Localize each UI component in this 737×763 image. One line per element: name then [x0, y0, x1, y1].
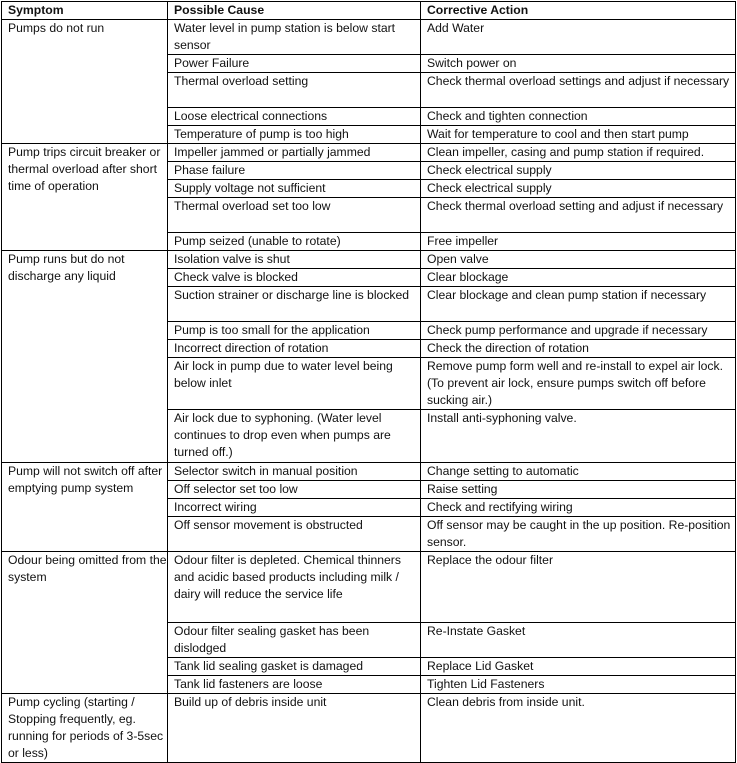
symptom-cell: Pump trips circuit breaker or thermal overload after short time of operation	[2, 144, 168, 251]
action-column-header: Corrective Action	[421, 2, 736, 20]
action-cell: Replace Lid Gasket	[421, 658, 736, 676]
symptom-column-header: Symptom	[2, 2, 168, 20]
table-row	[2, 20, 736, 55]
cause-column-header: Possible Cause	[168, 2, 421, 20]
action-cell: Replace the odour filter	[421, 552, 736, 623]
action-cell: Raise setting	[421, 481, 736, 499]
action-cell: Check thermal overload settings and adjust if necessary	[421, 73, 736, 108]
cause-cell: Impeller jammed or partially jammed	[168, 144, 421, 162]
action-cell: Check electrical supply	[421, 162, 736, 180]
cause-cell: Incorrect direction of rotation	[168, 340, 421, 358]
cause-cell: Water level in pump station is below start sensor	[168, 20, 421, 55]
table-row	[2, 463, 736, 481]
action-cell: Check and rectifying wiring	[421, 499, 736, 517]
cause-cell: Supply voltage not sufficient	[168, 180, 421, 198]
action-cell: Check thermal overload setting and adjust if necessary	[421, 198, 736, 233]
action-cell: Check the direction of rotation	[421, 340, 736, 358]
action-cell: Install anti-syphoning valve.	[421, 410, 736, 463]
cause-cell: Power Failure	[168, 55, 421, 73]
cause-cell: Selector switch in manual position	[168, 463, 421, 481]
action-cell: Re-Instate Gasket	[421, 623, 736, 658]
cause-cell: Off selector set too low	[168, 481, 421, 499]
action-cell: Check pump performance and upgrade if necessary	[421, 322, 736, 340]
symptom-cell: Pump runs but do not discharge any liquid	[2, 251, 168, 463]
action-cell: Clear blockage	[421, 269, 736, 287]
symptom-cell: Pump cycling (starting / Stopping frequently, eg. running for periods of 3-5sec or less)	[2, 694, 168, 763]
action-cell: Clear blockage and clean pump station if necessary	[421, 287, 736, 322]
cause-cell: Incorrect wiring	[168, 499, 421, 517]
action-cell: Off sensor may be caught in the up position. Re-position sensor.	[421, 517, 736, 552]
table-row	[2, 552, 736, 623]
action-cell: Remove pump form well and re-install to expel air lock. (To prevent air lock, ensure pumps switch off before sucking air.)	[421, 358, 736, 410]
cause-cell: Build up of debris inside unit	[168, 694, 421, 763]
symptom-cell: Pump will not switch off after emptying pump system	[2, 463, 168, 552]
table-row	[2, 694, 736, 763]
cause-cell: Loose electrical connections	[168, 108, 421, 126]
cause-cell: Off sensor movement is obstructed	[168, 517, 421, 552]
cause-cell: Air lock in pump due to water level being below inlet	[168, 358, 421, 410]
action-cell: Check electrical supply	[421, 180, 736, 198]
cause-cell: Check valve is blocked	[168, 269, 421, 287]
action-cell: Tighten Lid Fasteners	[421, 676, 736, 694]
action-cell: Switch power on	[421, 55, 736, 73]
header-row	[2, 2, 736, 20]
table-row	[2, 144, 736, 162]
cause-cell: Isolation valve is shut	[168, 251, 421, 269]
action-cell: Open valve	[421, 251, 736, 269]
cause-cell: Thermal overload setting	[168, 73, 421, 108]
action-cell: Free impeller	[421, 233, 736, 251]
troubleshooting-table	[1, 1, 736, 763]
cause-cell: Odour filter is depleted. Chemical thinners and acidic based products including milk / dairy will reduce the service life	[168, 552, 421, 623]
cause-cell: Tank lid sealing gasket is damaged	[168, 658, 421, 676]
table-header	[2, 2, 736, 20]
action-cell: Clean impeller, casing and pump station if required.	[421, 144, 736, 162]
cause-cell: Phase failure	[168, 162, 421, 180]
cause-cell: Air lock due to syphoning. (Water level continues to drop even when pumps are turned off.)	[168, 410, 421, 463]
cause-cell: Tank lid fasteners are loose	[168, 676, 421, 694]
action-cell: Check and tighten connection	[421, 108, 736, 126]
symptom-cell: Pumps do not run	[2, 20, 168, 144]
action-cell: Clean debris from inside unit.	[421, 694, 736, 763]
table-row	[2, 251, 736, 269]
symptom-cell: Odour being omitted from the system	[2, 552, 168, 694]
cause-cell: Pump is too small for the application	[168, 322, 421, 340]
cause-cell: Odour filter sealing gasket has been dislodged	[168, 623, 421, 658]
cause-cell: Thermal overload set too low	[168, 198, 421, 233]
cause-cell: Temperature of pump is too high	[168, 126, 421, 144]
cause-cell: Suction strainer or discharge line is blocked	[168, 287, 421, 322]
action-cell: Change setting to automatic	[421, 463, 736, 481]
action-cell: Add Water	[421, 20, 736, 55]
action-cell: Wait for temperature to cool and then start pump	[421, 126, 736, 144]
table-body	[2, 20, 736, 763]
cause-cell: Pump seized (unable to rotate)	[168, 233, 421, 251]
